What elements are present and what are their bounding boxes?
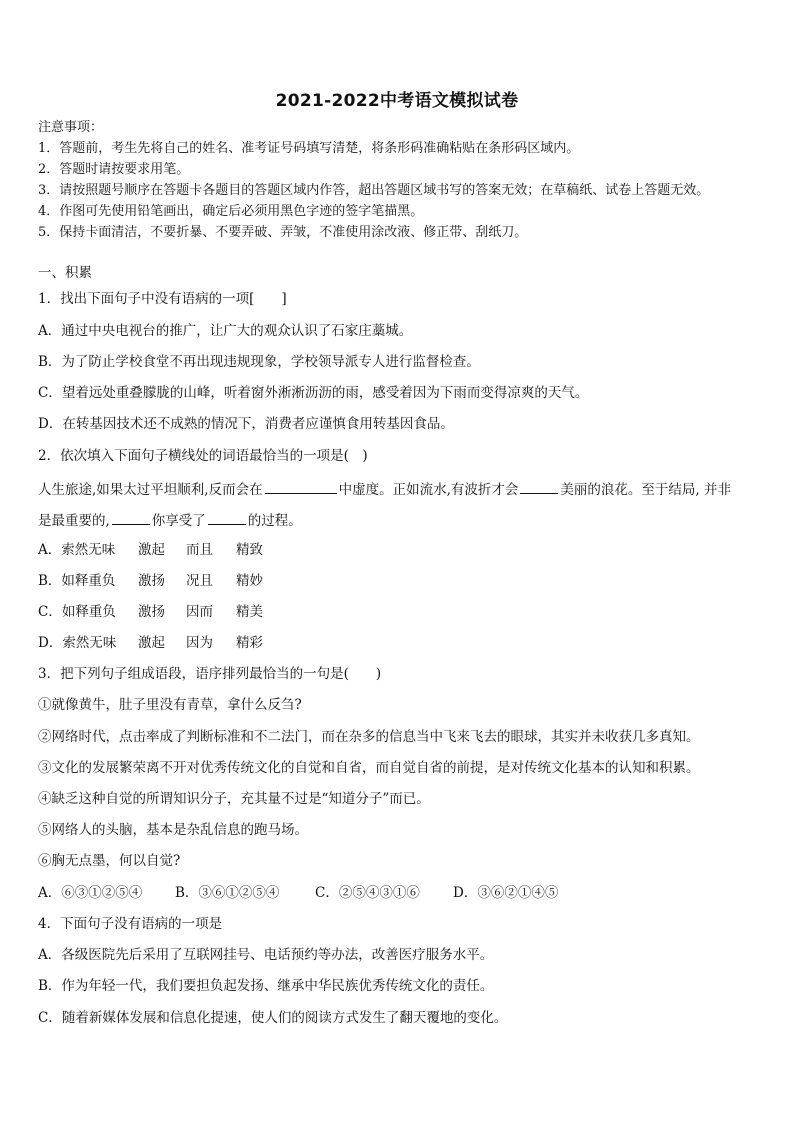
q2-option-word: A．索然无味 [38, 542, 116, 558]
q2-option-word: 激扬 [138, 604, 165, 620]
q2-option [38, 634, 263, 652]
q2-passage-line [38, 510, 302, 530]
q2-stem: 2．依次填入下面句子横线处的词语最恰当的一项是( ) [38, 448, 368, 464]
q3-sentence: ⑤网络人的头脑，基本是杂乱信息的跑马场。 [38, 822, 308, 838]
q3-sentence: ④缺乏这种自觉的所谓知识分子，充其量不过是“知道分子”而已。 [38, 791, 430, 807]
q3-stem: 3．把下列句子组成语段，语序排列最恰当的一句是( ) [38, 666, 382, 682]
q2-option [38, 572, 263, 590]
q1-option: D．在转基因技术还不成熟的情况下，消费者应谨慎食用转基因食品。 [38, 416, 454, 432]
q2-option-word: 精彩 [236, 635, 263, 651]
q4-option: A．各级医院先后采用了互联网挂号、电话预约等办法，改善医疗服务水平。 [38, 947, 494, 963]
q3-options [38, 884, 558, 902]
q1-option: A．通过中央电视台的推广，让广大的观众认识了石家庄藁城。 [38, 323, 413, 339]
fill-blank [520, 479, 558, 494]
q3-sentence: ②网络时代，点击率成了判断标准和不二法门，而在杂多的信息当中飞来飞去的眼球，其实并未收获几多真知。 [38, 729, 700, 745]
q3-sentence: ①就像黄牛，肚子里没有青草，拿什么反刍? [38, 697, 302, 713]
q3-option: D．③⑥②①④⑤ [453, 885, 559, 901]
q2-option-word: 况且 [186, 573, 213, 589]
notice-item: 1．答题前，考生先将自己的姓名、准考证号码填写清楚，将条形码准确粘贴在条形码区域内。 [38, 141, 580, 156]
notice-item: 3．请按照题号顺序在答题卡各题目的答题区域内作答，超出答题区域书写的答案无效；在草稿纸、试卷上答题无效。 [38, 183, 710, 198]
q2-option-word: 精美 [236, 604, 263, 620]
q1-stem: 1．找出下面句子中没有语病的一项[ ] [38, 291, 287, 307]
notice-item: 5．保持卡面清洁，不要折暴、不要弄破、弄皱，不准使用涂改液、修正带、刮纸刀。 [38, 225, 528, 240]
exam-title: 2021-2022中考语文模拟试卷 [275, 91, 519, 111]
q2-option-word: 而且 [186, 542, 213, 558]
q2-option-word: 因为 [186, 635, 213, 651]
q1-option: B．为了防止学校食堂不再出现违规现象，学校领导派专人进行监督检查。 [38, 354, 480, 370]
q2-option-word: 因而 [186, 604, 213, 620]
notice-heading: 注意事项： [38, 120, 104, 135]
q2-option-word: 激起 [138, 635, 165, 651]
q2-option-word: B．如释重负 [38, 573, 116, 589]
q2-option-word: 精妙 [236, 573, 263, 589]
q2-option-word: 精致 [236, 542, 263, 558]
q2-passage-text: 你享受了 [151, 513, 206, 529]
q2-passage-text: 人生旅途,如果太过平坦顺利,反而会在 [38, 482, 263, 498]
notice-item: 2．答题时请按要求用笔。 [38, 162, 190, 177]
q3-option: A．⑥③①②⑤④ [38, 885, 143, 901]
q2-passage-text: 是最重要的, [38, 513, 110, 529]
q3-option: B．③⑥①②⑤④ [175, 885, 280, 901]
q2-option-word: D．索然无味 [38, 635, 117, 651]
q4-stem: 4．下面句子没有语病的一项是 [38, 916, 223, 932]
q2-passage-text: 美丽的浪花。至于结局, 并非 [560, 482, 731, 498]
q2-passage-line [38, 479, 731, 499]
q3-option: C．②⑤④③①⑥ [315, 885, 420, 901]
q2-option-word: 激起 [138, 542, 165, 558]
q4-option: C．随着新媒体发展和信息化提速，使人们的阅读方式发生了翻天覆地的变化。 [38, 1010, 508, 1026]
q3-sentence: ③文化的发展繁荣离不开对优秀传统文化的自觉和自省，而自觉自省的前提，是对传统文化基本的认知和积累。 [38, 760, 700, 776]
q2-passage-text: 的过程。 [247, 513, 302, 529]
q2-option-word: C．如释重负 [38, 604, 116, 620]
fill-blank [265, 479, 337, 494]
fill-blank [208, 510, 246, 525]
notice-item: 4．作图可先使用铅笔画出，确定后必须用黑色字迹的签字笔描黑。 [38, 204, 424, 219]
section-heading: 一、积累 [38, 265, 92, 281]
q1-option: C．望着远处重叠朦胧的山峰，听着窗外淅淅沥沥的雨，感受着因为下雨而变得凉爽的天气。 [38, 385, 589, 401]
q2-option [38, 541, 263, 559]
q3-sentence: ⑥胸无点墨，何以自觉? [38, 853, 181, 869]
q4-option: B．作为年轻一代，我们要担负起发扬、继承中华民族优秀传统文化的责任。 [38, 978, 494, 994]
q2-option-word: 激扬 [138, 573, 165, 589]
q2-passage-text: 中虚度。正如流水,有波折才会 [338, 482, 519, 498]
fill-blank [112, 510, 150, 525]
q2-option [38, 603, 263, 621]
